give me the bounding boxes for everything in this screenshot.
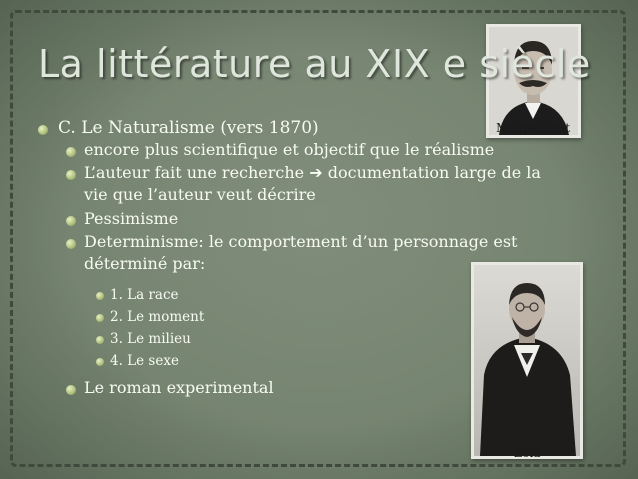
bullet-marker: [96, 314, 104, 322]
bullet-item-recherche: L’auteur fait une recherche ➔ documentation large de la: [84, 163, 541, 182]
bullet-marker: [66, 216, 76, 226]
slide-title: La littérature au XIX e siècle: [38, 42, 591, 86]
zola-portrait-image: [474, 265, 580, 456]
bullet-marker: [96, 336, 104, 344]
bullet-item-recherche-continuation: vie que l’auteur veut décrire: [84, 185, 316, 204]
bullet-item-race: 1. La race: [110, 287, 179, 303]
bullet-item-determinisme-continuation: déterminé par:: [84, 254, 206, 273]
maupassant-caption: Maupassant: [496, 121, 571, 135]
bullet-marker: [66, 170, 76, 180]
bullet-marker: [96, 292, 104, 300]
bullet-item-pessimisme: Pessimisme: [84, 209, 179, 228]
bullet-item-naturalisme: C. Le Naturalisme (vers 1870): [58, 118, 319, 138]
zola-caption: Zola: [514, 446, 541, 460]
bullet-marker: [38, 125, 48, 135]
bullet-marker: [66, 147, 76, 157]
bullet-item-determinisme: Determinisme: le comportement d’un personnage est: [84, 232, 518, 251]
bullet-marker: [66, 385, 76, 395]
bullet-item-moment: 2. Le moment: [110, 309, 205, 325]
bullet-item-roman-experimental: Le roman experimental: [84, 378, 274, 397]
bullet-marker: [96, 358, 104, 366]
bullet-item-milieu: 3. Le milieu: [110, 331, 191, 347]
zola-photo: [471, 262, 583, 459]
bullet-item-scientifique: encore plus scientifique et objectif que le réalisme: [84, 140, 495, 159]
bullet-item-sexe: 4. Le sexe: [110, 353, 179, 369]
bullet-marker: [66, 239, 76, 249]
